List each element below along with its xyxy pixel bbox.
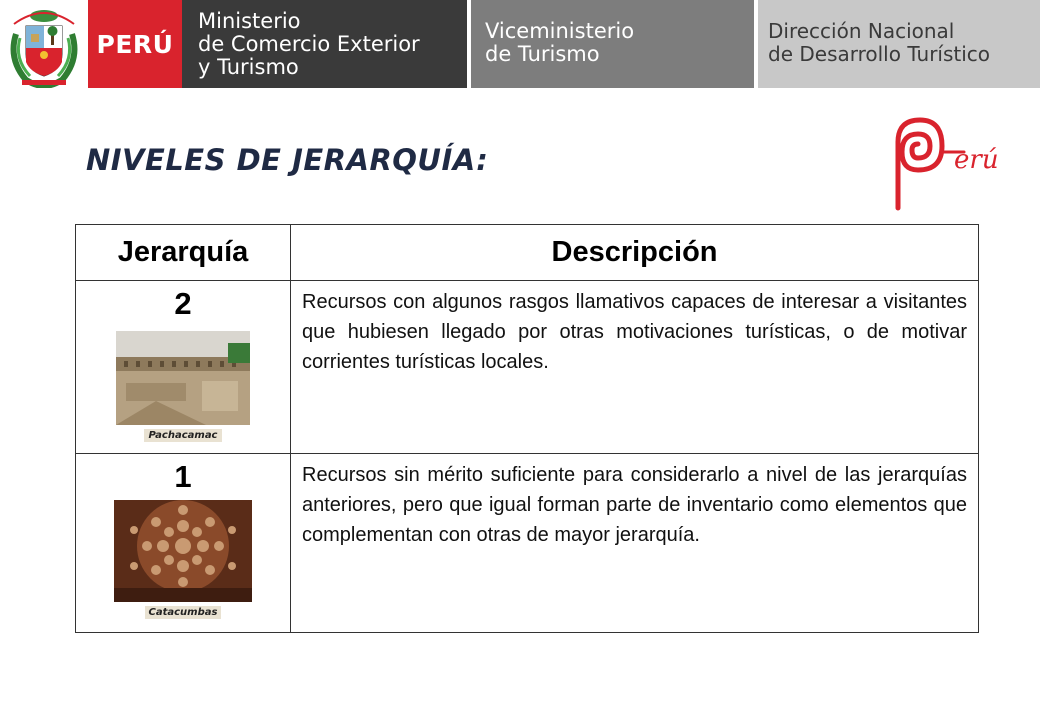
vice-ministry-name bbox=[471, 0, 754, 88]
ministry-name bbox=[182, 0, 467, 88]
description-cell: Recursos con algunos rasgos llamativos capaces de interesar a visitantes que hubiesen llegado por otras motivaciones turísticas, o de motivar corrientes turísticas locales. bbox=[291, 281, 979, 454]
page-title: NIVELES DE JERARQUÍA: bbox=[86, 143, 489, 177]
direction-line-2: de Desarrollo Turístico bbox=[768, 42, 991, 66]
table-row bbox=[76, 281, 979, 454]
coat-of-arms-icon bbox=[6, 4, 82, 88]
level-cell bbox=[76, 281, 291, 454]
photo-caption: Pachacamac bbox=[144, 429, 221, 442]
peru-brand-logo bbox=[884, 112, 1004, 212]
vice-line-2: de Turismo bbox=[485, 42, 600, 66]
pachacamac-photo bbox=[116, 331, 250, 425]
ministry-line-1: Ministerio bbox=[198, 9, 301, 33]
column-header-jerarquia: Jerarquía bbox=[76, 225, 291, 281]
direction-name bbox=[758, 0, 1040, 88]
brand-text: erú bbox=[954, 145, 999, 175]
photo-caption: Catacumbas bbox=[145, 606, 222, 619]
column-header-descripcion: Descripción bbox=[291, 225, 979, 281]
level-cell bbox=[76, 454, 291, 633]
hierarchy-table bbox=[75, 224, 979, 633]
table-row bbox=[76, 454, 979, 633]
level-number: 2 bbox=[174, 286, 192, 321]
ministry-line-2: de Comercio Exterior bbox=[198, 32, 420, 56]
direction-line-1: Dirección Nacional bbox=[768, 19, 955, 43]
table-header-row bbox=[76, 225, 979, 281]
catacumbas-photo bbox=[114, 500, 252, 602]
ministry-line-3: y Turismo bbox=[198, 55, 299, 79]
vice-line-1: Viceministerio bbox=[485, 19, 635, 43]
header-band bbox=[0, 0, 1040, 92]
description-cell: Recursos sin mérito suficiente para considerarlo a nivel de las jerarquías anteriores, pero que igual forman parte de inventario como elementos que complementan con otras de mayor jerarquía. bbox=[291, 454, 979, 633]
peru-label: PERÚ bbox=[88, 0, 182, 88]
level-number: 1 bbox=[174, 459, 192, 494]
